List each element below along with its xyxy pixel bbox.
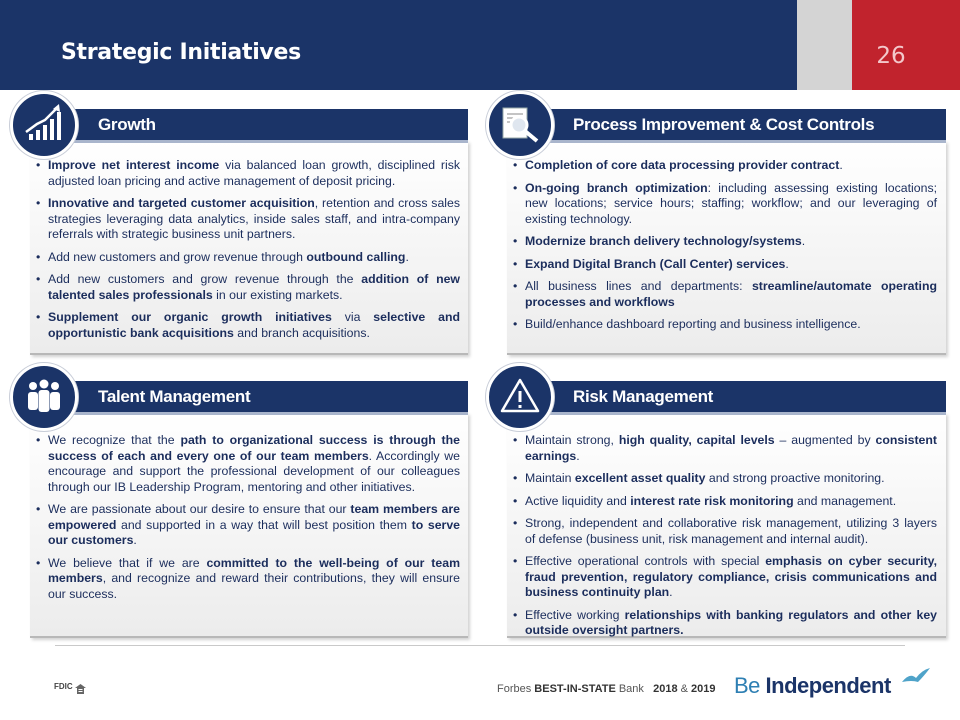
bullet-text: . <box>576 448 580 463</box>
panel-risk-header <box>507 381 946 412</box>
bullet-bold-text: Supplement our organic growth initiatives <box>48 310 332 324</box>
bullet-item <box>34 556 460 603</box>
bullet-text: . <box>785 256 789 271</box>
panel-process-header-underline <box>507 140 946 143</box>
footer-divider <box>55 645 905 646</box>
bullet-text: and branch acquisitions. <box>233 325 370 340</box>
bullet-text: and management. <box>793 493 897 508</box>
bullet-bold-text: Modernize branch delivery technology/systems <box>525 234 802 248</box>
bullet-text: . <box>801 234 806 248</box>
magnifier-document-icon <box>486 91 554 159</box>
equal-housing-icon <box>75 681 86 699</box>
panel-process-header <box>507 109 946 140</box>
bullet-text: We recognize that the <box>48 433 181 447</box>
bullet-item <box>511 158 937 174</box>
bullet-item <box>511 554 937 601</box>
bullet-text: in our existing markets. <box>212 287 343 302</box>
forbes-best-in-state: BEST-IN-STATE <box>534 683 616 695</box>
panel-talent-title: Talent Management <box>98 387 251 406</box>
panel-talent-header-underline <box>30 412 468 415</box>
bullet-bold-text: interest rate risk monitoring <box>630 493 794 508</box>
bullet-item <box>511 317 937 333</box>
bullet-item <box>511 608 937 639</box>
forbes-amp: & <box>677 683 692 695</box>
bullet-bold-text: selective and opportunistic bank acquisitions <box>48 310 460 340</box>
header-bar <box>0 0 960 90</box>
bullet-text: We are passionate about our desire to ensure that our <box>48 502 351 516</box>
bullet-text: Effective working <box>525 607 625 622</box>
bullet-bold-text: streamline/automate operating processes and workflows <box>525 279 937 309</box>
panel-risk-title: Risk Management <box>573 387 714 406</box>
bullet-item <box>511 257 937 273</box>
header-gray-accent <box>797 0 852 90</box>
panel-risk-header-underline <box>507 412 946 415</box>
bullet-text: . Accordingly we encourage and support the professional development of our colleagues through our IB Leadership Program, mentoring and other initiatives. <box>48 448 460 494</box>
bullet-bold-text: path to organizational success is through the success of each and every one of our team members <box>48 433 460 463</box>
bullet-item <box>34 272 460 303</box>
panel-growth-header <box>30 109 468 140</box>
bullet-bold-text: to serve our customers <box>48 517 460 547</box>
warning-triangle-icon <box>486 363 554 431</box>
bullet-bold-text: Expand Digital Branch (Call Center) services <box>525 256 786 271</box>
bullet-bold-text: emphasis on cyber security, fraud prevention, regulatory compliance, crisis communications and business continuity plan <box>525 554 937 599</box>
bullet-bold-text: relationships with banking regulators and other key outside oversight partners. <box>525 607 937 637</box>
panel-talent-header <box>30 381 468 412</box>
bullet-text: : including assessing existing locations; new locations; service hours; staffing; workflow; and our leveraging of existing technology. <box>525 180 938 226</box>
bullet-bold-text: team members are empowered <box>48 502 460 532</box>
bullet-bold-text: Innovative and targeted customer acquisition <box>48 196 315 210</box>
bullet-item <box>511 494 937 510</box>
panel-process-title: Process Improvement & Cost Controls <box>573 115 875 134</box>
bullet-text: . <box>133 533 137 547</box>
bullet-bold-text: addition of new talented sales professionals <box>48 272 460 302</box>
bullet-bold-text: outbound calling <box>306 249 406 264</box>
forbes-bank: Bank <box>615 683 644 695</box>
forbes-award-text <box>497 683 716 695</box>
be-independent-logo <box>734 673 891 699</box>
bullet-text: and supported in a way that will best position them <box>116 517 412 532</box>
bullet-bold-text: Completion of core data processing provider contract <box>525 158 840 172</box>
panel-talent-list <box>34 433 460 609</box>
bullet-item <box>34 310 460 341</box>
bullet-item <box>511 516 937 547</box>
bullet-bold-text: high quality, capital levels <box>618 433 775 447</box>
bullet-text: We believe that if we are <box>48 555 207 570</box>
bullet-text: Effective operational controls with special <box>525 554 766 568</box>
bullet-text: . <box>669 585 673 599</box>
bullet-text: , and recognize and reward their contributions, they will ensure our success. <box>48 571 460 601</box>
bullet-text: Maintain strong, <box>525 433 619 447</box>
bullet-text: Add new customers and grow revenue through <box>48 249 307 264</box>
bullet-item <box>511 279 937 310</box>
forbes-year-2019: 2019 <box>691 683 716 695</box>
bullet-text: – augmented by <box>774 433 876 447</box>
bullet-text: Strong, independent and collaborative risk management, utilizing 3 layers of defense (business unit, risk management and internal audit). <box>525 516 937 546</box>
logo-be: Be <box>734 673 760 698</box>
bullet-text: Add new customers and grow revenue through the <box>48 272 362 286</box>
panel-growth-header-underline <box>30 140 468 143</box>
bullet-text: , retention and cross sales strategies leveraging data analytics, inside sales staff, and intra-company referrals with strategic business unit partners. <box>48 196 461 241</box>
bullet-item <box>511 181 937 228</box>
forbes-year-2018: 2018 <box>653 683 678 695</box>
panel-risk-list <box>511 433 937 646</box>
bullet-text: All business lines and departments: <box>525 279 752 293</box>
people-group-icon <box>10 363 78 431</box>
bullet-text: Active liquidity and <box>525 493 631 508</box>
panel-process-list <box>511 158 937 340</box>
bird-logo-icon <box>900 668 930 695</box>
bullet-bold-text: On-going branch optimization <box>525 180 708 195</box>
bullet-text: . <box>405 249 409 264</box>
panel-growth-title: Growth <box>98 115 156 134</box>
bullet-item <box>511 471 937 487</box>
bullet-bold-text: consistent earnings <box>525 433 937 463</box>
bullet-item <box>34 250 460 266</box>
growth-chart-icon <box>10 91 78 159</box>
fdic-logo: FDIC <box>54 682 73 691</box>
bullet-text: . <box>839 158 843 172</box>
bullet-item <box>34 158 460 189</box>
bullet-item <box>34 433 460 495</box>
bullet-text: via <box>331 310 374 324</box>
bullet-text: and strong proactive monitoring. <box>705 471 885 485</box>
panel-growth-list <box>34 158 460 348</box>
bullet-bold-text: committed to the well-being of our team members <box>48 555 460 585</box>
bullet-item <box>511 433 937 464</box>
page-title: Strategic Initiatives <box>61 40 301 65</box>
logo-independent: Independent <box>759 673 891 698</box>
bullet-item <box>511 234 937 250</box>
bullet-text: Build/enhance dashboard reporting and business intelligence. <box>525 317 861 331</box>
bullet-item <box>34 502 460 549</box>
bullet-item <box>34 196 460 243</box>
bullet-text: Maintain <box>525 471 575 485</box>
bullet-bold-text: Improve net interest income <box>48 158 220 172</box>
bullet-bold-text: excellent asset quality <box>574 471 706 485</box>
page-number: 26 <box>876 43 906 69</box>
bullet-text: via balanced loan growth, disciplined risk adjusted loan pricing and active management of deposit pricing. <box>48 158 460 188</box>
forbes-prefix: Forbes <box>497 683 535 695</box>
